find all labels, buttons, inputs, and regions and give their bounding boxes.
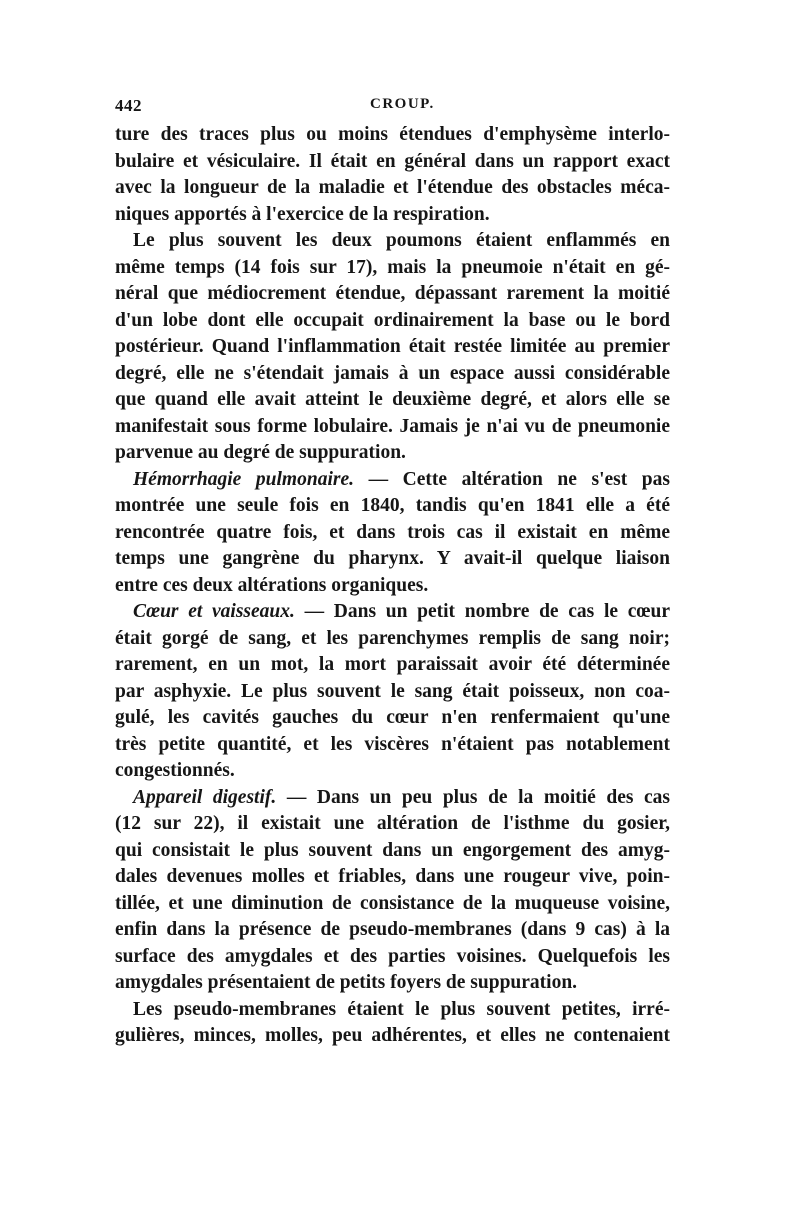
body-text xyxy=(115,122,670,1050)
text-line: très petite quantité, et les viscères n'étaient pas notablement xyxy=(115,733,670,755)
text-line: même temps (14 fois sur 17), mais la pneumoie n'était en gé- xyxy=(115,256,670,278)
text-line xyxy=(115,467,670,494)
text-line: degré, elle ne s'étendait jamais à un espace aussi considérable xyxy=(115,362,670,384)
text-line: Le plus souvent les deux poumons étaient enflammés en xyxy=(133,230,670,251)
text-line: manifestait sous forme lobulaire. Jamais je n'ai vu de pneumonie xyxy=(115,415,670,437)
section-heading: Cœur et vaisseaux. xyxy=(133,601,295,622)
text-line: congestionnés. xyxy=(115,760,235,781)
page-number: 442 xyxy=(115,96,142,115)
text-line: que quand elle avait atteint le deuxième degré, et alors elle se xyxy=(115,389,670,410)
section-heading: Appareil digestif. xyxy=(133,786,277,808)
text-line: entre ces deux altérations organiques. xyxy=(115,574,429,596)
text-line: était gorgé de sang, et les parenchymes remplis de sang noir; xyxy=(115,627,670,649)
text-line: bulaire et vésiculaire. Il était en général dans un rapport exact xyxy=(115,150,670,172)
text-line: Les pseudo-membranes étaient le plus souvent petites, irré- xyxy=(133,998,670,1020)
section-heading-text: — Cette altération ne s'est pas xyxy=(353,468,670,490)
text-line: ture des traces plus ou moins étendues d'emphysème interlo- xyxy=(115,124,670,145)
text-line xyxy=(115,785,670,812)
text-line: (12 sur 22), il existait une altération de l'isthme du gosier, xyxy=(115,813,670,834)
text-line: d'un lobe dont elle occupait ordinairement la base ou le bord xyxy=(115,309,670,331)
text-line: par asphyxie. Le plus souvent le sang était poisseux, non coa- xyxy=(115,680,670,702)
text-line: amygdales présentaient de petits foyers de suppuration. xyxy=(115,972,578,993)
text-line: gulé, les cavités gauches du cœur n'en renfermaient qu'une xyxy=(115,707,670,728)
running-head: CROUP. xyxy=(370,96,435,112)
text-line: dales devenues molles et friables, dans une rougeur vive, poin- xyxy=(115,866,670,887)
text-line: rarement, en un mot, la mort paraissait avoir été déterminée xyxy=(115,654,670,675)
text-line: niques apportés à l'exercice de la respiration. xyxy=(115,203,490,225)
text-line: enfin dans la présence de pseudo-membranes (dans 9 cas) à la xyxy=(115,919,670,940)
text-line: postérieur. Quand l'inflammation était restée limitée au premier xyxy=(115,336,670,357)
text-line: surface des amygdales et des parties voisines. Quelquefois les xyxy=(115,945,670,967)
text-line: tillée, et une diminution de consistance de la muqueuse voisine, xyxy=(115,892,670,914)
section-heading: Hémorrhagie pulmonaire. xyxy=(133,468,354,490)
section-heading-text: — Dans un petit nombre de cas le cœur xyxy=(294,601,670,622)
section-heading-text: — Dans un peu plus de la moitié des cas xyxy=(276,786,670,808)
text-line: rencontrée quatre fois, et dans trois cas il existait en même xyxy=(115,521,670,543)
text-line: avec la longueur de la maladie et l'étendue des obstacles méca- xyxy=(115,177,670,198)
text-line: qui consistait le plus souvent dans un engorgement des amyg- xyxy=(115,839,670,861)
text-line xyxy=(115,599,670,626)
page-header xyxy=(115,96,670,124)
text-line: parvenue au degré de suppuration. xyxy=(115,442,406,463)
text-line: temps une gangrène du pharynx. Y avait-il quelque liaison xyxy=(115,548,670,569)
text-line: néral que médiocrement étendue, dépassant rarement la moitié xyxy=(115,283,670,304)
text-line: montrée une seule fois en 1840, tandis qu'en 1841 elle a été xyxy=(115,495,670,516)
text-line: gulières, minces, molles, peu adhérentes, et elles ne contenaient xyxy=(115,1025,670,1046)
